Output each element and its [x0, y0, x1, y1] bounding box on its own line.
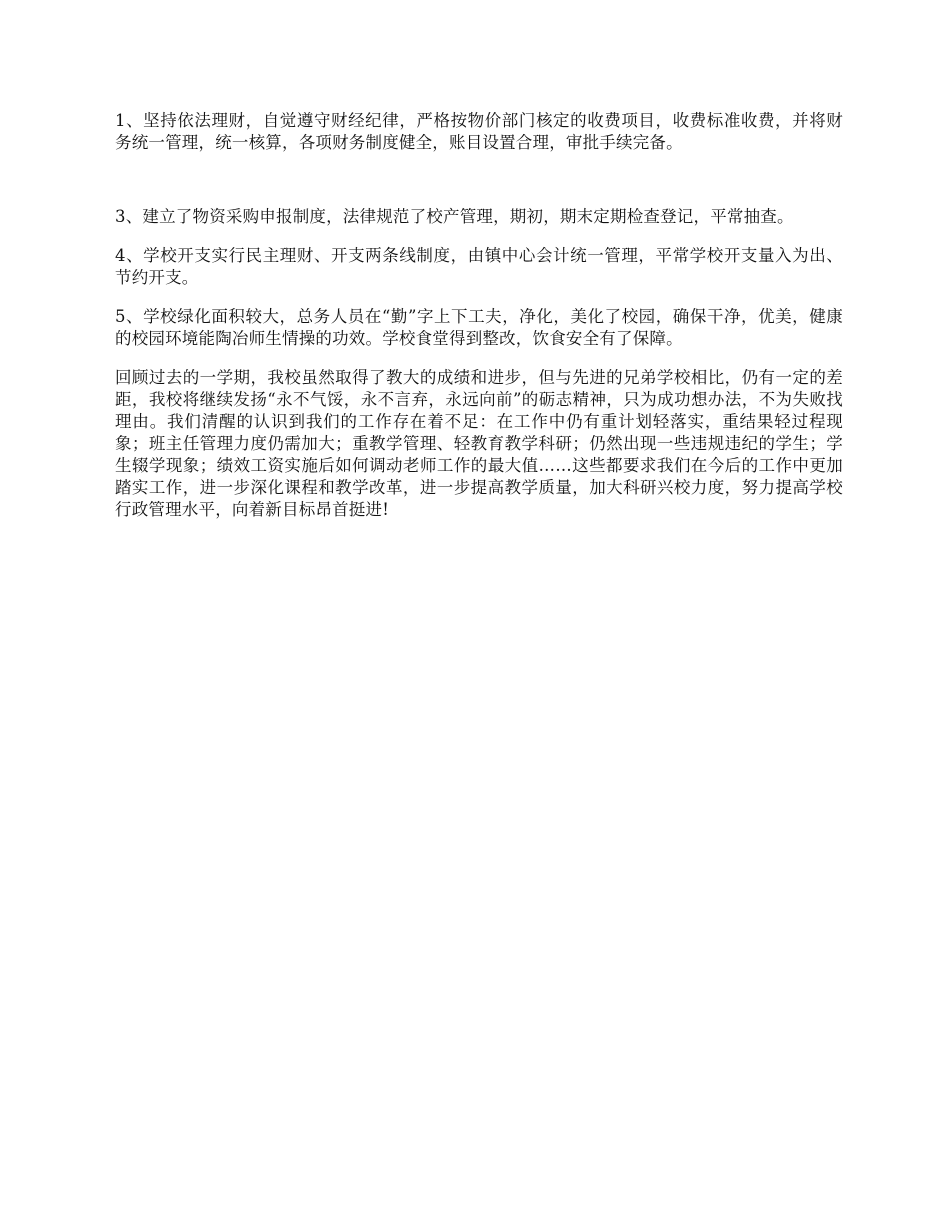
- paragraph-procurement: 3、建立了物资采购申报制度，法律规范了校产管理，期初，期末定期检查登记，平常抽查。: [115, 207, 794, 226]
- document-page: [115, 110, 843, 521]
- paragraph-greening: 5、学校绿化面积较大，总务人员在“勤”字上下工夫，净化，美化了校园，确保干净，优美，健康的校园环境能陶冶师生情操的功效。学校食堂得到整改，饮食安全有了保障。: [115, 307, 843, 348]
- paragraph-review: 回顾过去的一学期，我校虽然取得了教大的成绩和进步，但与先进的兄弟学校相比，仍有一定的差距，我校将继续发扬“永不气馁，永不言弃，永远向前”的砺志精神，只为成功想办法，不为失败找理由。我们清醒的认识到我们的工作存在着不足：在工作中仍有重计划轻落实，重结果轻过程现象；班主任管理力度仍需加大；重教学管理、轻教育教学科研；仍然出现一些违规违纪的学生；学生辍学现象；绩效工资实施后如何调动老师工作的最大值……这些都要求我们在今后的工作中更加踏实工作，进一步深化课程和教学改革，进一步提高教学质量，加大科研兴校力度，努力提高学校行政管理水平，向着新目标昂首挺进!: [115, 368, 843, 519]
- paragraph-finance: 1、坚持依法理财，自觉遵守财经纪律，严格按物价部门核定的收费项目，收费标准收费，并将财务统一管理，统一核算，各项财务制度健全，账目设置合理，审批手续完备。: [115, 111, 843, 152]
- paragraph-expenditure: 4、学校开支实行民主理财、开支两条线制度，由镇中心会计统一管理，平常学校开支量入为出、节约开支。: [115, 246, 843, 287]
